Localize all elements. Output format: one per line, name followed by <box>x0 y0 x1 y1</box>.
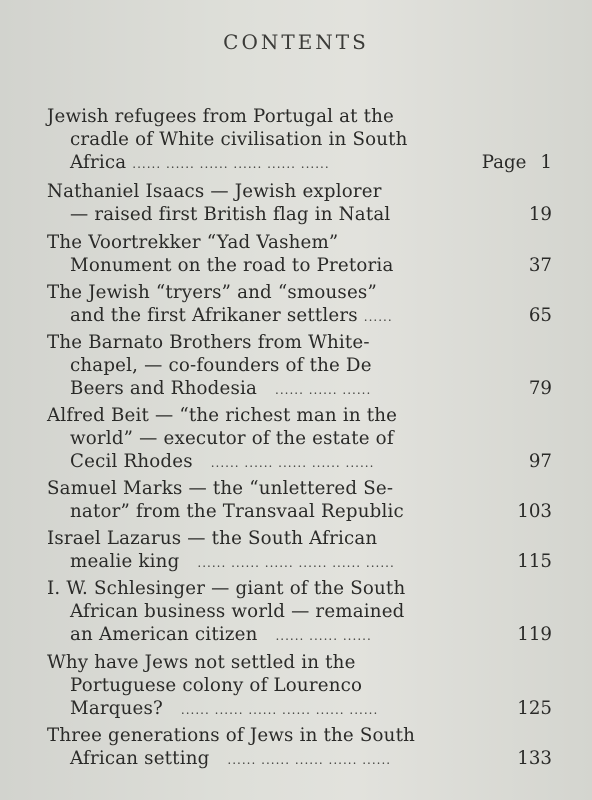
leader-dots: ...... ...... ...... ...... ...... ...... <box>197 556 395 570</box>
entry-title-line: Alfred Beit — “the richest man in the <box>47 405 398 426</box>
entry-page-number <box>482 151 552 175</box>
entry-page-number: 19 <box>528 204 552 225</box>
entry-title-line-last <box>70 151 330 175</box>
entry-title-line-last <box>70 304 393 328</box>
leader-dots: ...... ...... ...... ...... ...... ...... <box>132 157 330 171</box>
entry-title-line: cradle of White civilisation in South <box>70 129 408 150</box>
entry-title-line: Portuguese colony of Lourenco <box>70 675 363 696</box>
entry-page-number: 125 <box>517 698 552 719</box>
entry-page-number: 65 <box>528 305 552 326</box>
entry-title-line: world” — executor of the estate of <box>70 428 394 449</box>
entry-page-number: 37 <box>528 255 552 276</box>
entry-page-number: 97 <box>528 451 552 472</box>
entry-title-text: Cecil Rhodes <box>70 451 193 472</box>
entry-title-line: nator” from the Transvaal Republic <box>70 501 404 522</box>
entry-title-text: Africa <box>70 152 127 173</box>
entry-title-line: I. W. Schlesinger — giant of the South <box>47 578 406 599</box>
entry-title-line: — raised first British flag in Natal <box>70 204 391 225</box>
entry-page-number: 133 <box>517 748 552 769</box>
entry-page-number: 115 <box>517 551 552 572</box>
entry-title-line: chapel, — co-founders of the De <box>70 355 372 376</box>
leader-dots: ...... ...... ...... <box>275 383 372 397</box>
entry-title-line-last <box>70 623 372 647</box>
entry-title-line-last <box>70 550 395 574</box>
entry-page-number: 119 <box>517 624 552 645</box>
entry-title-line: Monument on the road to Pretoria <box>70 255 394 276</box>
leader-dots: ...... <box>363 310 393 324</box>
entry-title-text: and the first Afrikaner settlers <box>70 305 358 326</box>
entry-title-text: an American citizen <box>70 624 258 645</box>
entry-title-line: Why have Jews not settled in the <box>47 652 356 673</box>
page-title: CONTENTS <box>223 30 369 54</box>
entry-title-line: Jewish refugees from Portugal at the <box>47 106 395 127</box>
entry-title-line: The Voortrekker “Yad Vashem” <box>47 232 339 253</box>
entry-title-text: Marques? <box>70 698 163 719</box>
entry-title-line-last <box>70 377 371 401</box>
entry-title-line-last <box>70 697 378 721</box>
leader-dots: ...... ...... ...... ...... ...... <box>227 753 392 767</box>
entry-title-text: Beers and Rhodesia <box>70 378 258 399</box>
page-number: 1 <box>540 152 552 173</box>
leader-dots: ...... ...... ...... ...... ...... ...... <box>180 703 379 717</box>
page-label: Page <box>481 152 527 173</box>
entry-title-line: The Barnato Brothers from White- <box>47 332 370 353</box>
entry-page-number: 103 <box>517 501 552 522</box>
entry-title-line-last <box>70 450 374 474</box>
entry-title-line: The Jewish “tryers” and “smouses” <box>47 282 377 303</box>
entry-title-line: Samuel Marks — the “unlettered Se- <box>47 478 394 499</box>
leader-dots: ...... ...... ...... ...... ...... <box>210 456 375 470</box>
entry-title-text: mealie king <box>70 551 180 572</box>
entry-title-line: Nathaniel Isaacs — Jewish explorer <box>47 181 382 202</box>
entry-title-line: African business world — remained <box>70 601 405 622</box>
entry-title-line-last <box>70 747 391 771</box>
entry-title-line: Israel Lazarus — the South African <box>47 528 378 549</box>
entry-title-text: African setting <box>70 748 210 769</box>
leader-dots: ...... ...... ...... <box>275 629 372 643</box>
entry-page-number: 79 <box>528 378 552 399</box>
entry-title-line: Three generations of Jews in the South <box>47 725 415 746</box>
